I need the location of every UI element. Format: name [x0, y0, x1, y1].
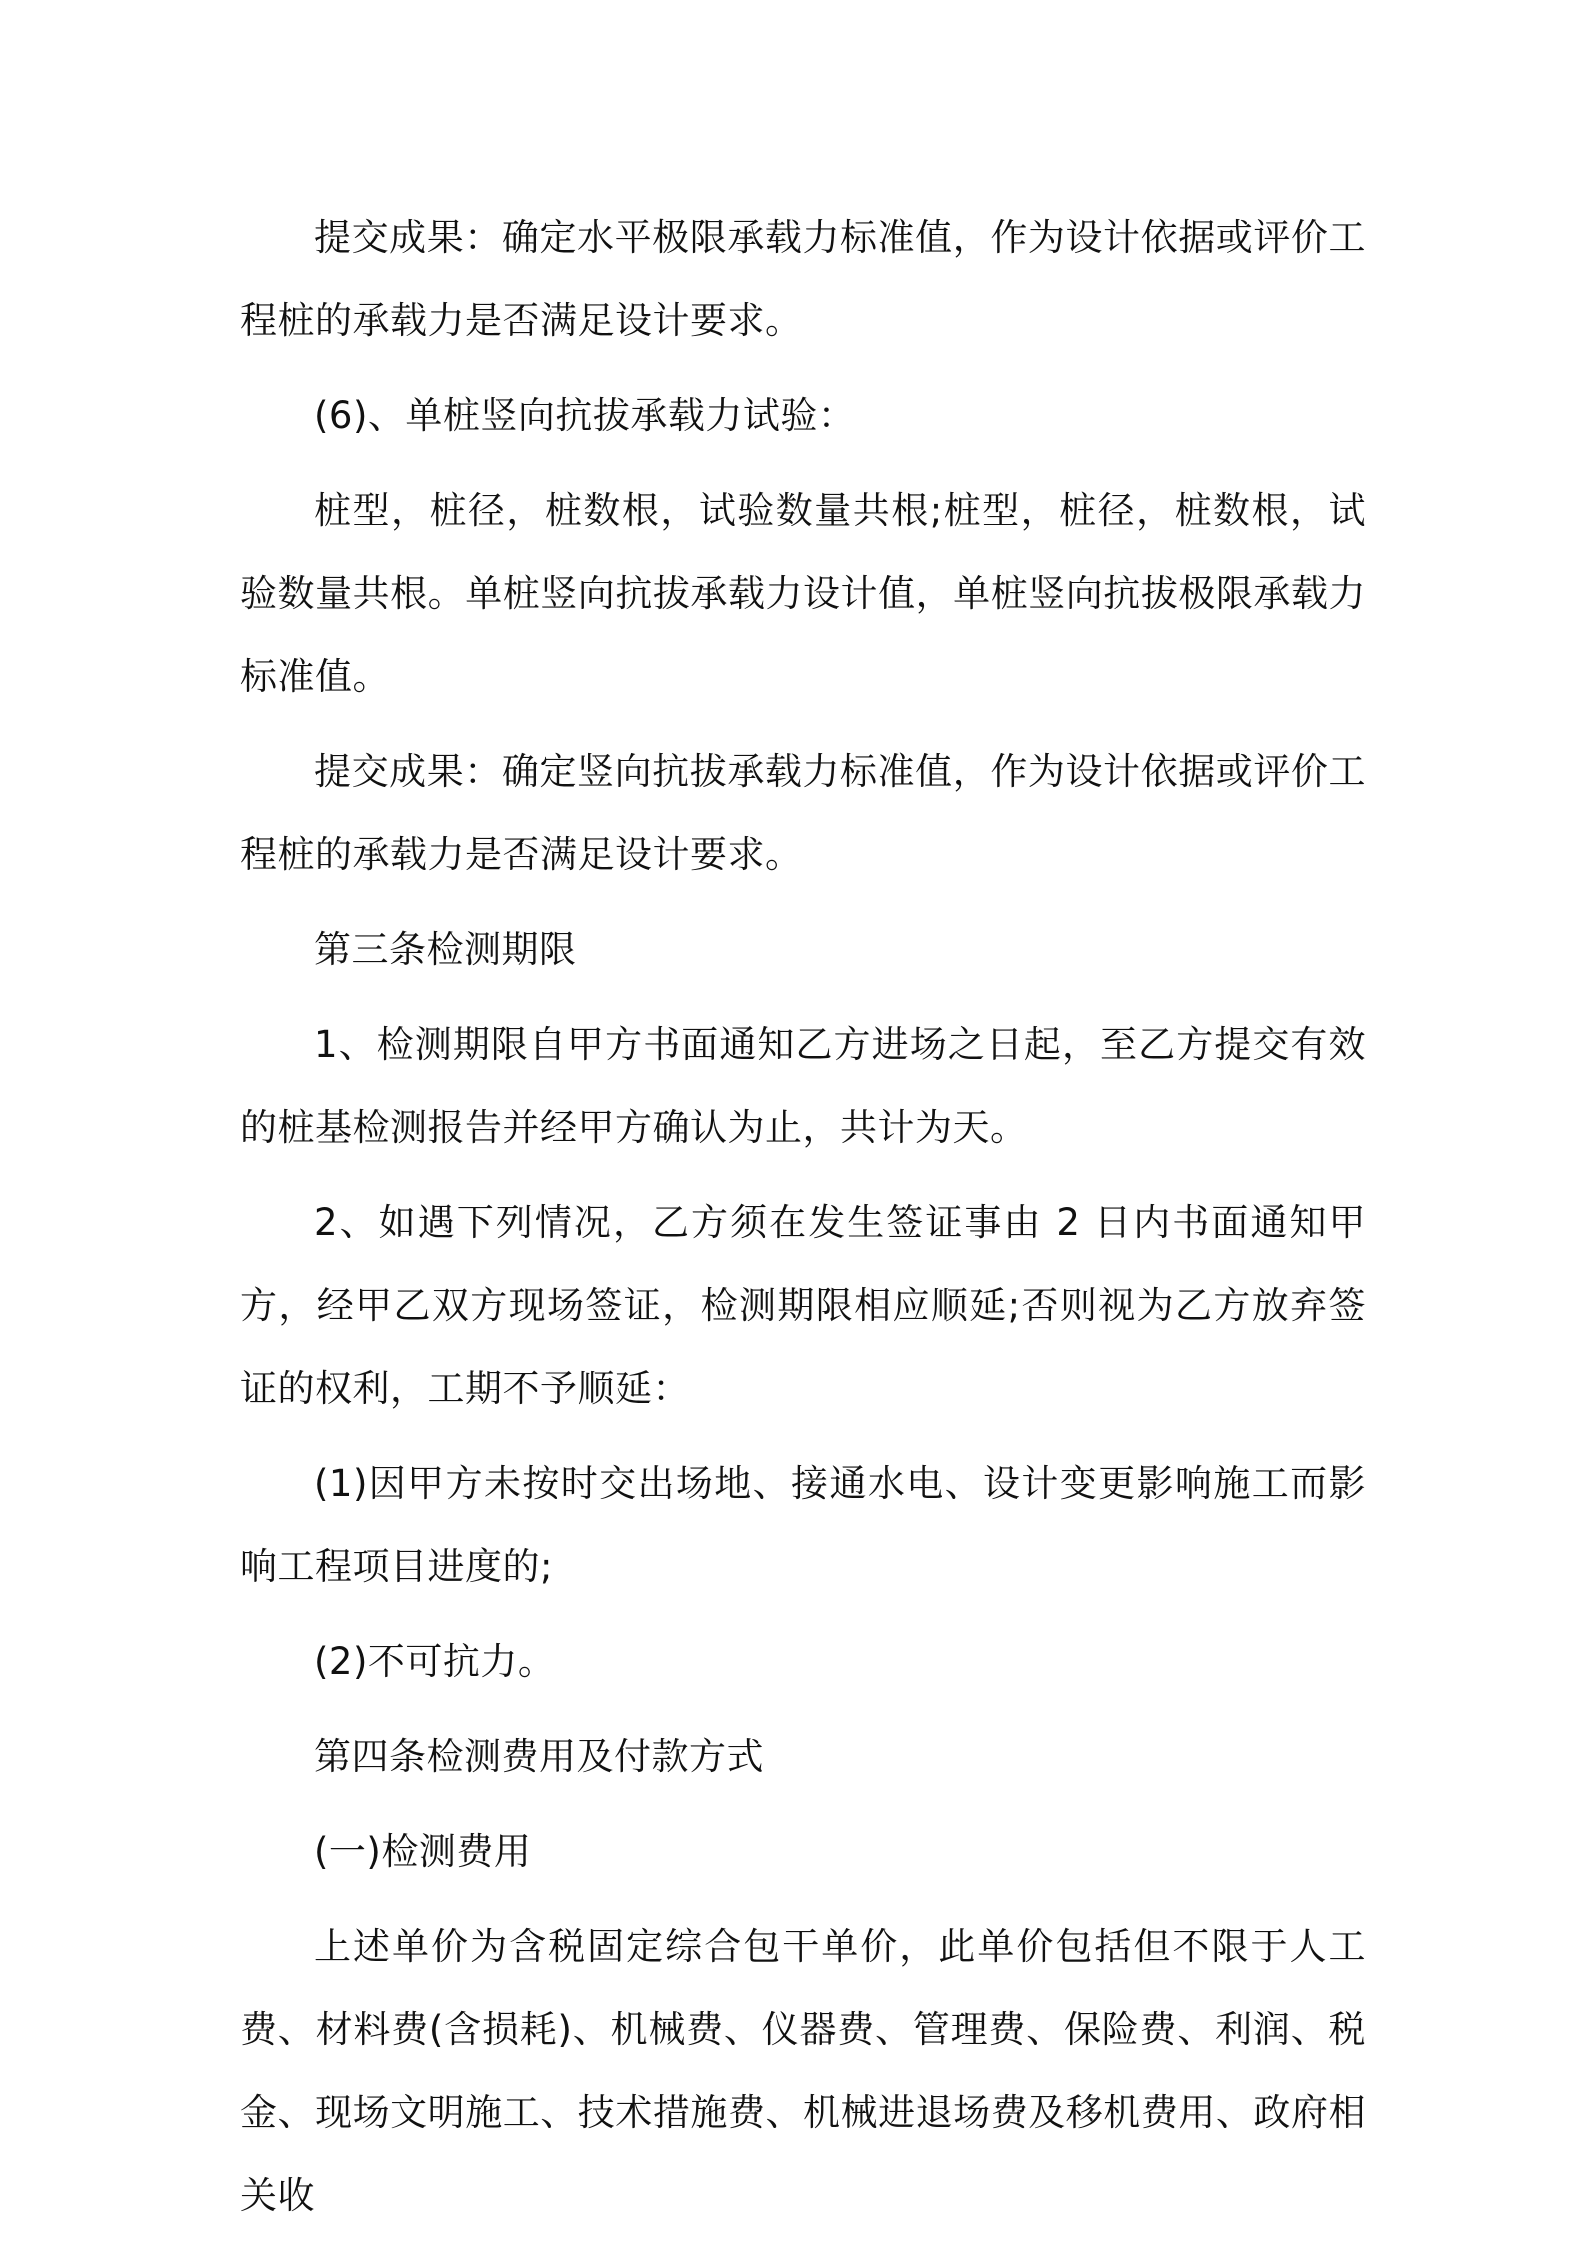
article-3-heading: 第三条检测期限: [314, 928, 577, 971]
paragraph-unit-price: 上述单价为含税固定综合包干单价，此单价包括但不限于人工费、材料费(含损耗)、机械费、仪器费、管理费、保险费、利润、税金、现场文明施工、技术措施费、机械进退场费及移机费用、政府相关收: [240, 1925, 1366, 2217]
paragraph-submission-horizontal: 提交成果：确定水平极限承载力标准值，作为设计依据或评价工程桩的承载力是否满足设计要求。: [240, 216, 1366, 342]
section-fees-heading: (一)检测费用: [314, 1830, 532, 1873]
paragraph-period-2: 2、如遇下列情况，乙方须在发生签证事由 2 日内书面通知甲方，经甲乙双方现场签证，检测期限相应顺延;否则视为乙方放弃签证的权利，工期不予顺延：: [240, 1201, 1366, 1410]
paragraph-case-2: (2)不可抗力。: [314, 1640, 556, 1683]
paragraph-pile-specs: 桩型，桩径，桩数根，试验数量共根;桩型，桩径，桩数根，试验数量共根。单桩竖向抗拔承载力设计值，单桩竖向抗拔极限承载力标准值。: [240, 489, 1366, 698]
article-4-heading: 第四条检测费用及付款方式: [314, 1735, 764, 1778]
paragraph-uplift-test-heading: (6)、单桩竖向抗拔承载力试验：: [314, 394, 856, 437]
paragraph-period-1: 1、检测期限自甲方书面通知乙方进场之日起，至乙方提交有效的桩基检测报告并经甲方确认为止，共计为天。: [240, 1023, 1366, 1149]
paragraph-case-1: (1)因甲方未按时交出场地、接通水电、设计变更影响施工而影响工程项目进度的;: [240, 1462, 1366, 1588]
paragraph-submission-uplift: 提交成果：确定竖向抗拔承载力标准值，作为设计依据或评价工程桩的承载力是否满足设计要求。: [240, 750, 1366, 876]
document-body: [240, 196, 1366, 2249]
